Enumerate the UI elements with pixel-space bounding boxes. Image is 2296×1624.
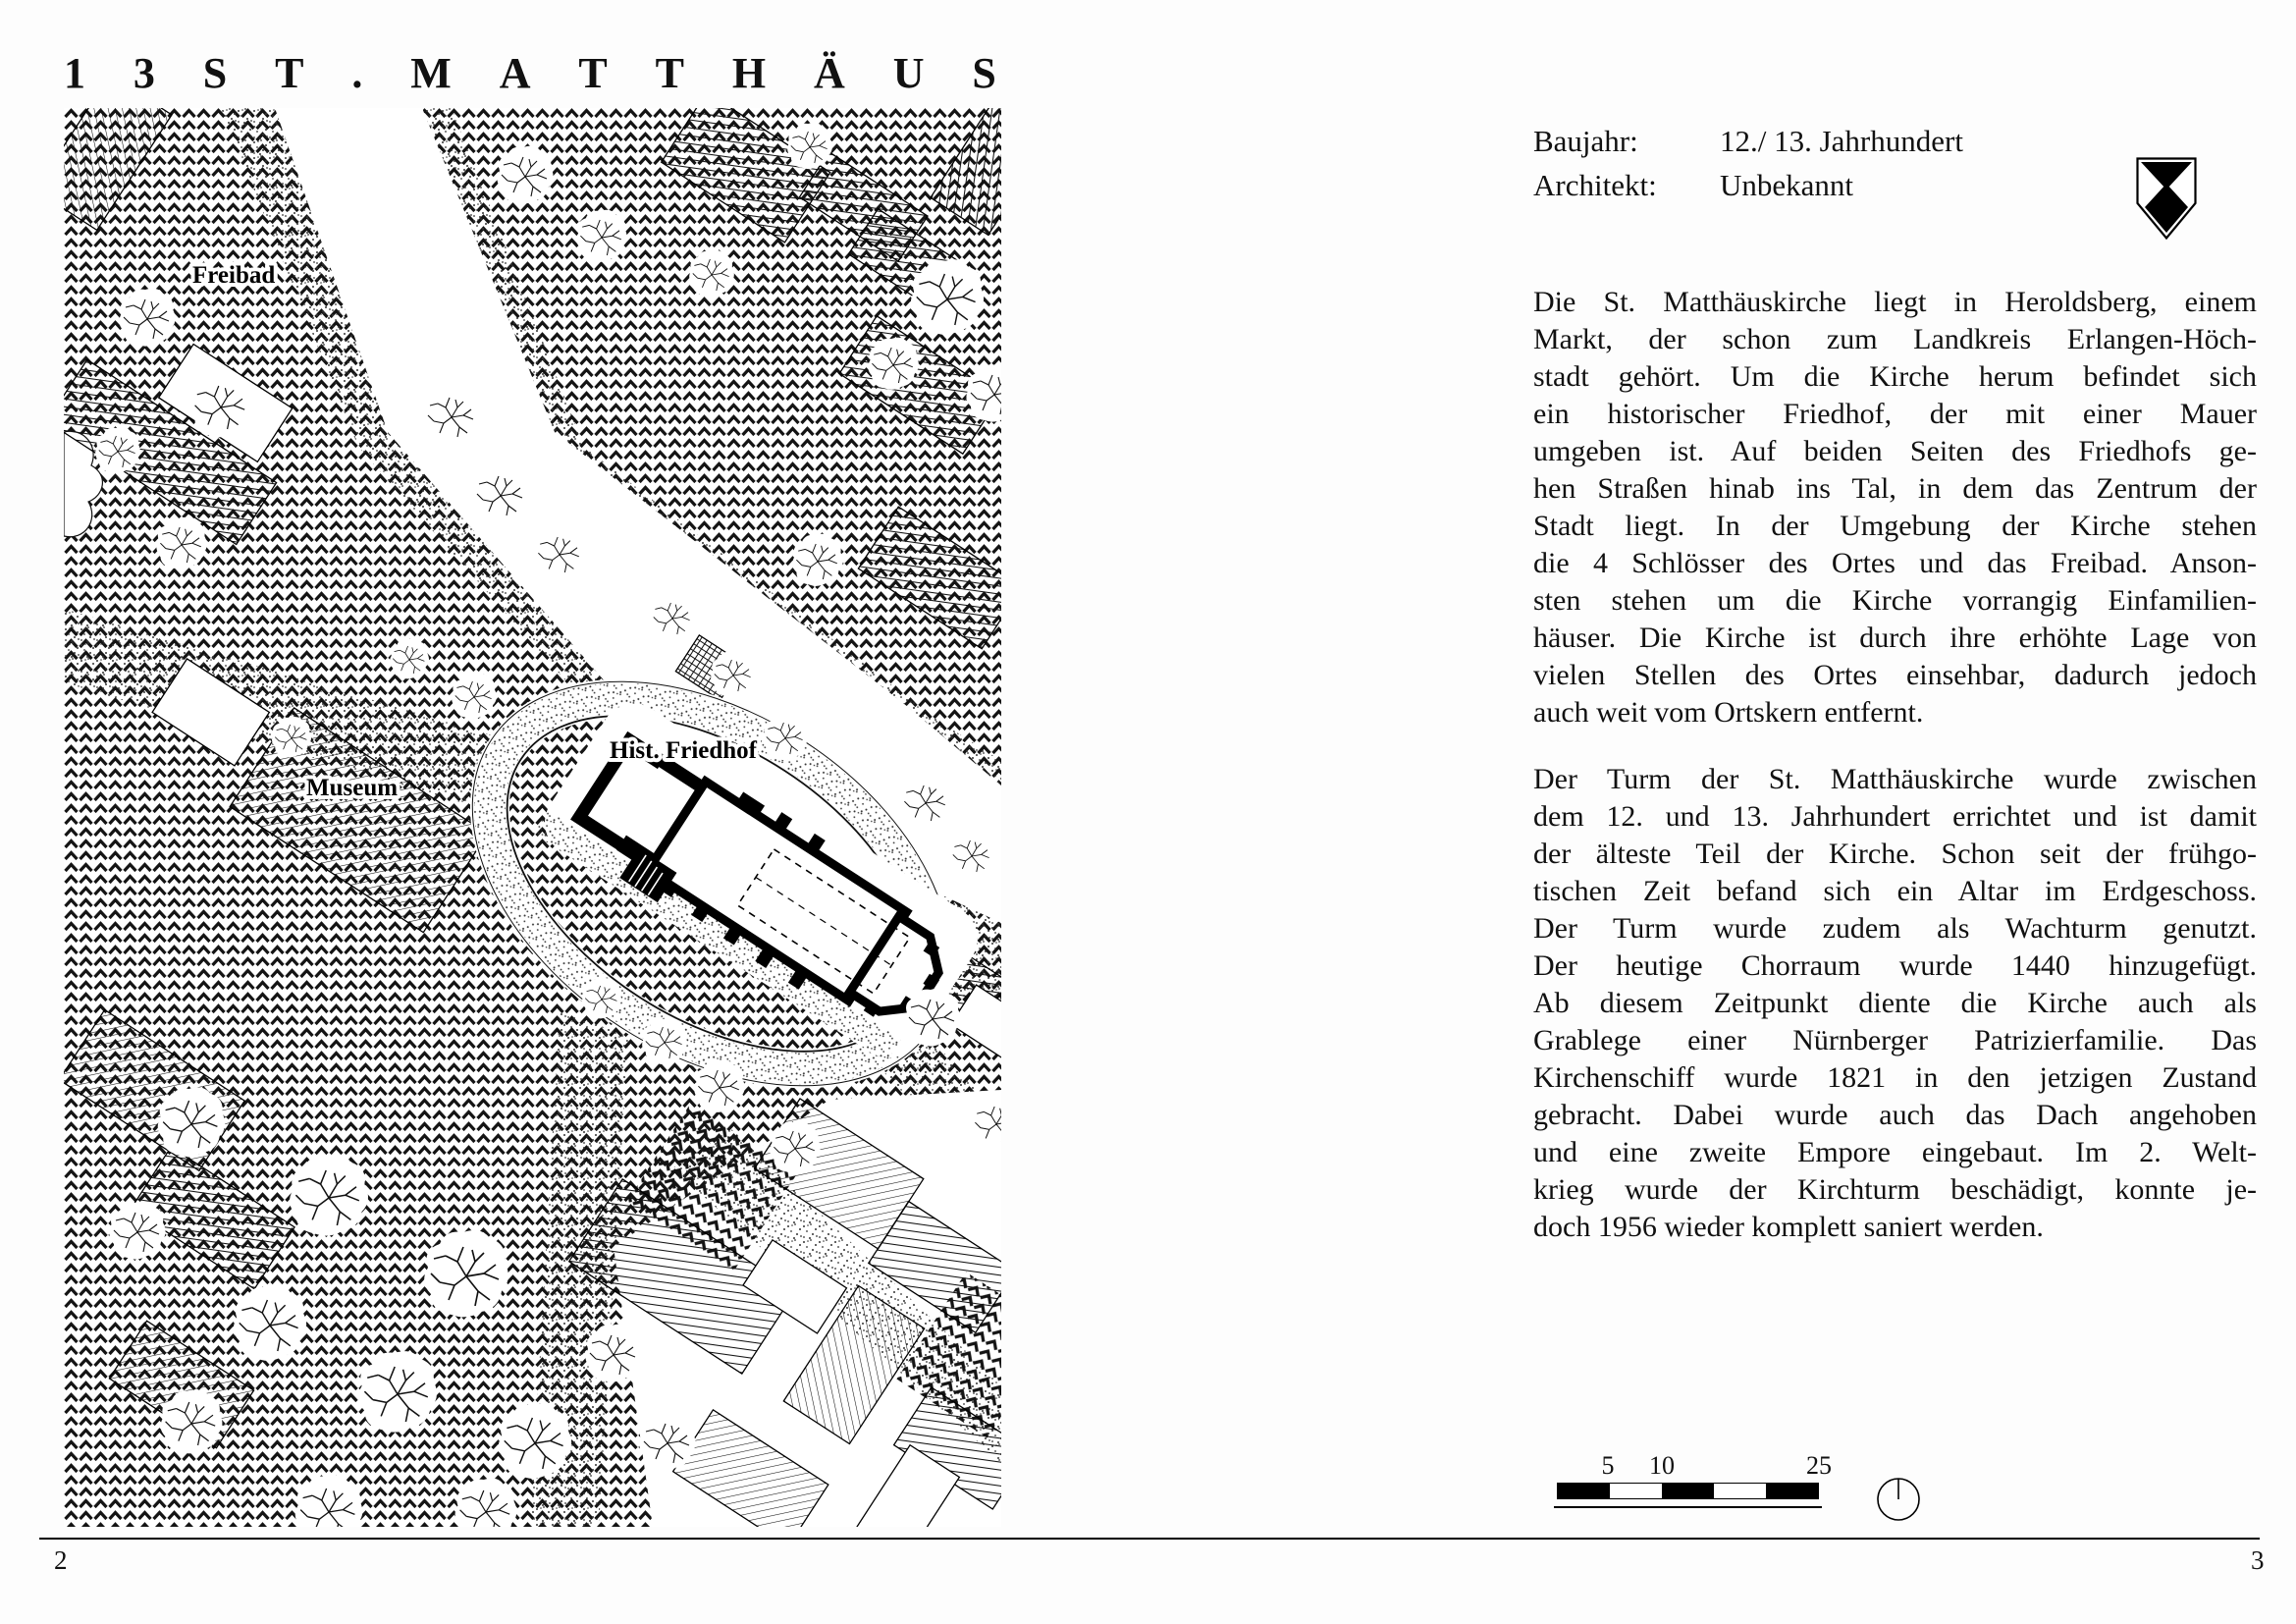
title-letter: . <box>351 49 363 97</box>
scale-bar <box>1533 1451 1838 1514</box>
north-arrow-icon <box>1870 1471 1927 1528</box>
site-plan-svg <box>64 108 1001 1527</box>
title-letter: 1 <box>64 49 85 97</box>
title-letter: U <box>892 49 925 97</box>
info-label-baujahr: Baujahr: <box>1533 124 1638 158</box>
title-letter: M <box>410 49 452 97</box>
description-text <box>1533 284 2257 1246</box>
scale-label-10: 10 <box>1649 1451 1675 1480</box>
map-label-friedhof: Hist. Friedhof <box>610 737 757 764</box>
page-title <box>64 51 996 100</box>
text-line: Der heutige Chorraum wurde 1440 hinzugefügt. <box>1533 949 2257 982</box>
title-letter: H <box>731 49 767 97</box>
page-number-left: 2 <box>54 1545 68 1575</box>
info-value-baujahr: 12./ 13. Jahrhundert <box>1720 124 1963 158</box>
text-line: die 4 Schlösser des Ortes und das Freibad. Anson- <box>1533 547 2257 579</box>
map-label-museum: Museum <box>306 775 399 801</box>
info-block <box>1533 126 2122 200</box>
title-letter: A <box>499 49 531 97</box>
info-label-architekt: Architekt: <box>1533 168 1657 202</box>
paragraph-2 <box>1533 761 2257 1246</box>
text-line: tischen Zeit befand sich ein Altar im Erdgeschoss. <box>1533 875 2257 907</box>
text-line: krieg wurde der Kirchturm beschädigt, konnte je- <box>1533 1173 2257 1206</box>
page-number-right: 3 <box>2251 1545 2265 1575</box>
title-letter: Ä <box>814 49 845 97</box>
scale-label-25: 25 <box>1806 1451 1832 1480</box>
site-plan-map <box>64 108 1001 1527</box>
text-line: Ab diesem Zeitpunkt diente die Kirche auch als <box>1533 987 2257 1019</box>
title-letter: T <box>275 49 304 97</box>
text-line: und eine zweite Empore eingebaut. Im 2. Welt- <box>1533 1136 2257 1168</box>
scale-bar-segments <box>1557 1483 1819 1499</box>
text-line: Markt, der schon zum Landkreis Erlangen-Höch- <box>1533 323 2257 355</box>
text-line: Die St. Matthäuskirche liegt in Heroldsberg, einem <box>1533 286 2257 318</box>
title-letter: S <box>972 49 996 97</box>
text-line: gebracht. Dabei wurde auch das Dach angehoben <box>1533 1099 2257 1131</box>
title-letter: S <box>202 49 228 97</box>
scale-bar-underline <box>1554 1506 1822 1508</box>
info-value-architekt: Unbekannt <box>1720 168 1854 202</box>
map-label-freibad: Freibad <box>192 262 276 289</box>
text-line: der älteste Teil der Kirche. Schon seit der frühgo- <box>1533 838 2257 870</box>
text-line: vielen Stellen des Ortes einsehbar, dadurch jedoch <box>1533 659 2257 691</box>
text-line: doch 1956 wieder komplett saniert werden. <box>1533 1211 2044 1243</box>
text-line: Der Turm der St. Matthäuskirche wurde zwischen <box>1533 763 2257 795</box>
title-letter: T <box>655 49 684 97</box>
paragraph-1 <box>1533 284 2257 731</box>
title-letter: 3 <box>133 49 155 97</box>
text-line: ein historischer Friedhof, der mit einer Mauer <box>1533 398 2257 430</box>
text-line: häuser. Die Kirche ist durch ihre erhöhte Lage von <box>1533 622 2257 654</box>
text-line: dem 12. und 13. Jahrhundert errichtet und ist damit <box>1533 800 2257 833</box>
text-line: Kirchenschiff wurde 1821 in den jetzigen Zustand <box>1533 1061 2257 1094</box>
text-line: stadt gehört. Um die Kirche herum befindet sich <box>1533 360 2257 393</box>
text-line: auch weit vom Ortskern entfernt. <box>1533 696 1924 729</box>
text-line: Der Turm wurde zudem als Wachturm genutzt. <box>1533 912 2257 945</box>
footer-rule <box>39 1538 2260 1540</box>
text-line: hen Straßen hinab ins Tal, in dem das Zentrum der <box>1533 472 2257 505</box>
scale-label-5: 5 <box>1601 1451 1615 1480</box>
text-line: sten stehen um die Kirche vorrangig Einfamilien- <box>1533 584 2257 617</box>
text-line: Grablege einer Nürnberger Patrizierfamilie. Das <box>1533 1024 2257 1056</box>
text-line: Stadt liegt. In der Umgebung der Kirche stehen <box>1533 510 2257 542</box>
title-letter: T <box>578 49 608 97</box>
heroldsberg-crest-icon <box>2136 157 2197 240</box>
text-line: umgeben ist. Auf beiden Seiten des Friedhofs ge- <box>1533 435 2257 467</box>
